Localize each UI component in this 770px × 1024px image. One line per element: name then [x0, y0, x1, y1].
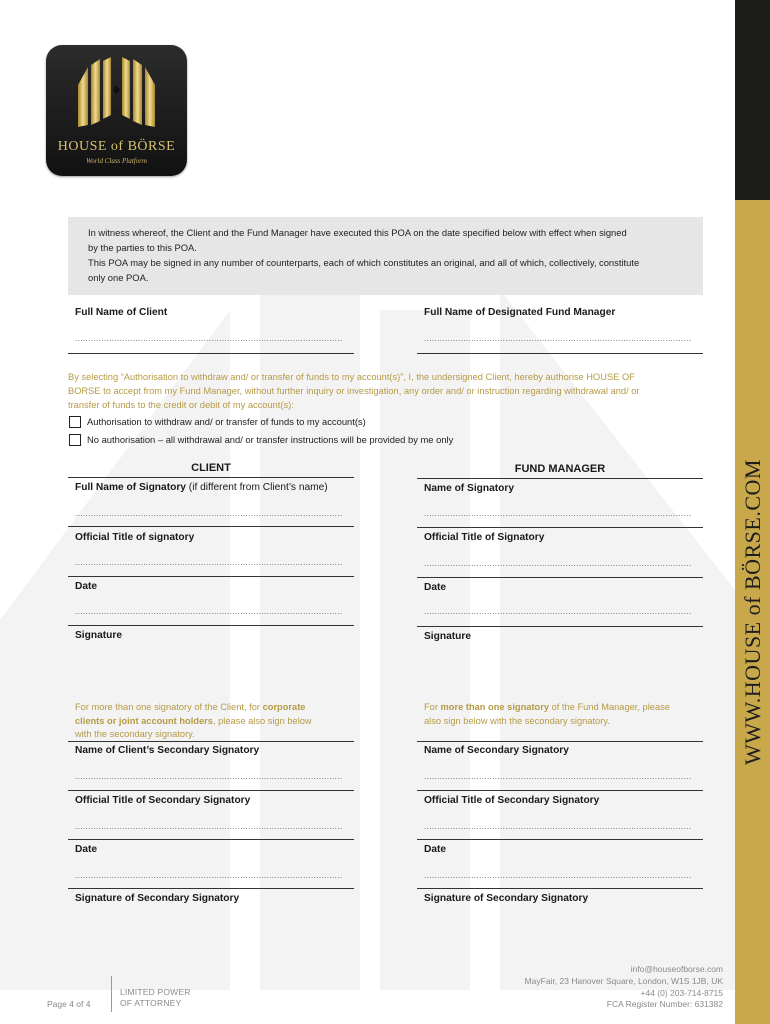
footer-divider	[111, 976, 112, 1012]
manager-signature-field[interactable]	[424, 646, 696, 696]
divider	[417, 527, 703, 528]
authorisation-text-1: By selecting “Authorisation to withdraw and/ or transfer of funds to my account(s)”, I, the undersigned Client, hereby authorise HOUSE OF	[68, 372, 635, 382]
client-column-header: CLIENT	[191, 462, 231, 474]
document-type-line-2: OF ATTORNEY	[120, 998, 182, 1008]
website-url-vertical	[735, 200, 770, 1024]
manager-secondary-date-label: Date	[424, 844, 447, 855]
client-secondary-note-1: For more than one signatory of the Client, for corporate	[75, 702, 306, 712]
divider	[68, 526, 354, 527]
manager-secondary-signature-field[interactable]	[424, 908, 696, 958]
manager-secondary-note-2: also sign below with the secondary signatory.	[424, 716, 610, 726]
fca-register-number: FCA Register Number: 631382	[606, 999, 723, 1009]
divider	[68, 790, 354, 791]
client-secondary-name-field[interactable]: ......................................................................................................	[75, 772, 343, 781]
client-name-label: Full Name of Client	[75, 307, 168, 318]
logo-tagline: World Class Platform	[86, 157, 147, 165]
client-date-label: Date	[75, 581, 98, 592]
client-signature-label: Signature	[75, 630, 122, 641]
client-title-label: Official Title of signatory	[75, 532, 195, 543]
client-secondary-note-2: clients or joint account holders, please also sign below	[75, 716, 312, 726]
divider	[68, 477, 354, 478]
divider	[417, 790, 703, 791]
manager-secondary-title-label: Official Title of Secondary Signatory	[424, 795, 600, 806]
divider	[417, 741, 703, 742]
client-secondary-date-field[interactable]: ......................................................................................................	[75, 871, 343, 880]
divider	[68, 625, 354, 626]
client-signatory-field[interactable]: ......................................................................................................	[75, 509, 343, 518]
logo-wordmark: HOUSE of BÖRSE	[57, 139, 176, 154]
divider	[68, 741, 354, 742]
fund-manager-name-label: Full Name of Designated Fund Manager	[424, 307, 616, 318]
divider	[68, 353, 354, 354]
divider	[417, 478, 703, 479]
manager-secondary-date-field[interactable]: ......................................................................................................	[424, 871, 692, 880]
manager-secondary-name-field[interactable]: ......................................................................................................	[424, 772, 692, 781]
no-authorisation-checkbox[interactable]	[69, 434, 81, 446]
client-title-field[interactable]: ......................................................................................................	[75, 558, 343, 567]
contact-phone: +44 (0) 203-714-8715	[640, 988, 723, 998]
client-secondary-signature-label: Signature of Secondary Signatory	[75, 893, 240, 904]
divider	[68, 839, 354, 840]
fund-manager-column-header: FUND MANAGER	[514, 463, 606, 475]
divider	[417, 577, 703, 578]
authorisation-text-3: transfer of funds to the credit or debit of my account(s):	[68, 400, 294, 410]
authorise-checkbox[interactable]	[69, 416, 81, 428]
divider	[417, 353, 703, 354]
authorise-option-label: Authorisation to withdraw and/ or transfer of funds to my account(s)	[87, 416, 366, 427]
side-band-dark	[735, 0, 770, 200]
no-authorisation-option-label: No authorisation – all withdrawal and/ or transfer instructions will be provided by me only	[87, 434, 454, 445]
website-url-text: WWW.HOUSE of BÖRSE.COM	[739, 459, 765, 765]
divider	[68, 576, 354, 577]
manager-signature-label: Signature	[424, 631, 471, 642]
fund-manager-name-field[interactable]: ......................................................................................................	[424, 334, 692, 343]
client-signatory-label: Full Name of Signatory (if different from Client’s name)	[75, 482, 328, 493]
page-number: Page 4 of 4	[47, 999, 91, 1009]
client-name-field[interactable]: ......................................................................................................	[75, 334, 343, 343]
client-secondary-signature-field[interactable]	[75, 908, 347, 958]
client-secondary-title-label: Official Title of Secondary Signatory	[75, 795, 251, 806]
witness-line-1: In witness whereof, the Client and the Fund Manager have executed this POA on the date specified below with effect when signed	[88, 227, 627, 238]
client-date-field[interactable]: ......................................................................................................	[75, 607, 343, 616]
manager-signatory-label: Name of Signatory	[424, 483, 515, 494]
divider	[68, 888, 354, 889]
manager-secondary-title-field[interactable]: ......................................................................................................	[424, 822, 692, 831]
contact-email[interactable]: info@houseofborse.com	[630, 964, 723, 974]
client-signature-field[interactable]	[75, 645, 347, 695]
divider	[417, 839, 703, 840]
divider	[417, 626, 703, 627]
logo-mark-icon	[76, 55, 157, 135]
manager-title-field[interactable]: ......................................................................................................	[424, 559, 692, 568]
contact-address: MayFair, 23 Hanover Square, London, W1S 1JB, UK	[524, 976, 723, 986]
manager-date-label: Date	[424, 582, 447, 593]
client-secondary-title-field[interactable]: ......................................................................................................	[75, 822, 343, 831]
witness-line-2: by the parties to this POA.	[88, 242, 197, 253]
manager-signatory-field[interactable]: ......................................................................................................	[424, 509, 692, 518]
witness-line-3: This POA may be signed in any number of counterparts, each of which constitutes an original, and all of which, collectively, constitute	[88, 257, 640, 268]
manager-secondary-name-label: Name of Secondary Signatory	[424, 745, 569, 756]
manager-date-field[interactable]: ......................................................................................................	[424, 607, 692, 616]
manager-title-label: Official Title of Signatory	[424, 532, 545, 543]
brand-logo	[46, 45, 187, 176]
client-secondary-name-label: Name of Client’s Secondary Signatory	[75, 745, 260, 756]
authorisation-text-2: BORSE to accept from my Fund Manager, without further inquiry or investigation, any order and/ or instruction regarding withdrawal and/ or	[68, 386, 640, 396]
witness-line-4: only one POA.	[88, 272, 149, 283]
witness-statement-box	[68, 217, 703, 295]
client-secondary-date-label: Date	[75, 844, 98, 855]
manager-secondary-note-1: For more than one signatory of the Fund Manager, please	[424, 702, 670, 712]
client-secondary-note-3: with the secondary signatory.	[75, 729, 195, 739]
manager-secondary-signature-label: Signature of Secondary Signatory	[424, 893, 589, 904]
document-type-line-1: LIMITED POWER	[120, 987, 191, 997]
divider	[417, 888, 703, 889]
